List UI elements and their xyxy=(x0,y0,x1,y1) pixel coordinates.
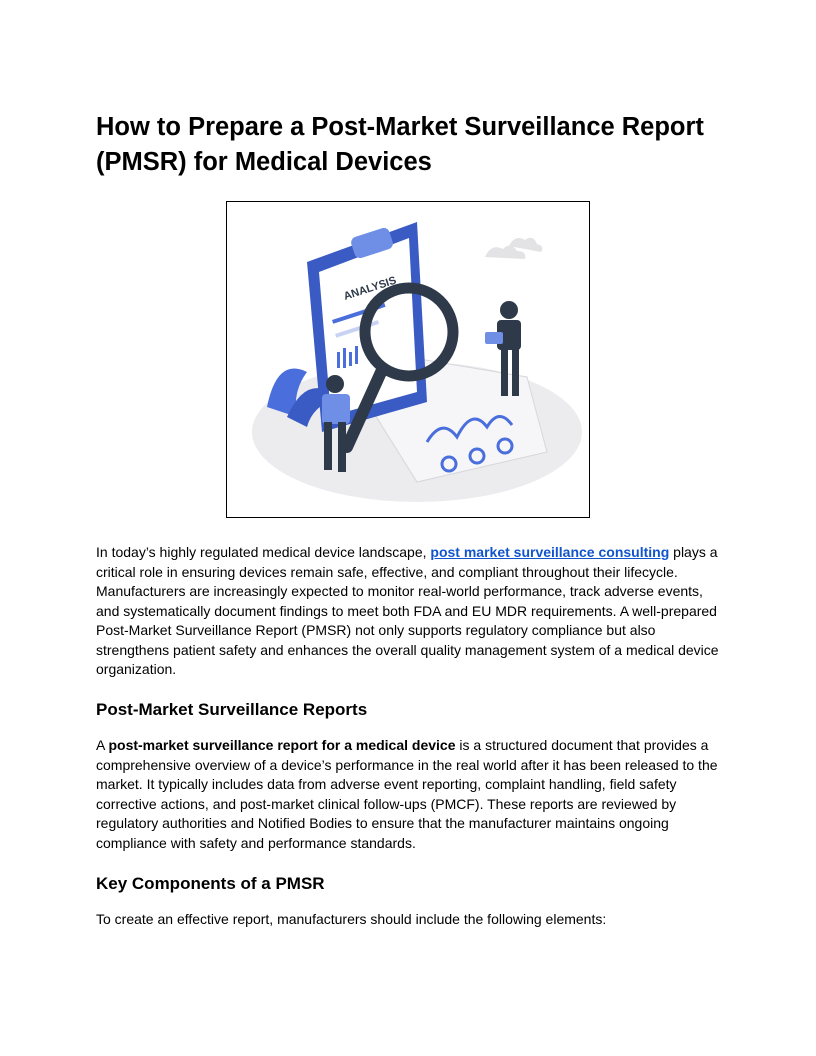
reports-text-start: A xyxy=(96,737,109,753)
section-heading-reports: Post-Market Surveillance Reports xyxy=(96,700,368,719)
components-paragraph: To create an effective report, manufacturers should include the following elements: xyxy=(96,911,607,927)
reports-text-end: is a structured document that provides a comprehensive overview of a device’s performance in the real world after it has been released to the market. It typically includes data from adverse event reporting, complaint handling, field safety corrective actions, and post-market clinical follow-ups (PMCF). These reports are reviewed by regulatory authorities and Notified Bodies to ensure that the manufacturer maintains ongoing compliance with safety and performance standards. xyxy=(96,737,718,851)
analysis-illustration xyxy=(226,201,590,518)
illustration-label: ANALYSIS xyxy=(342,274,398,303)
intro-text-end: plays a critical role in ensuring devices remain safe, effective, and compliant throughout their lifecycle. Manufacturers are increasingly expected to monitor real-world performance, track adverse events, and systematically document findings to meet both FDA and EU MDR requirements. A well-prepared Post-Market Surveillance Report (PMSR) not only supports regulatory compliance but also strengthens patient safety and enhances the overall quality management system of a medical device organization. xyxy=(96,544,719,677)
page-title: How to Prepare a Post-Market Surveillance Report (PMSR) for Medical Devices xyxy=(96,113,704,176)
analysis-clipboard-magnifier-icon xyxy=(227,202,589,517)
section-heading-components: Key Components of a PMSR xyxy=(96,874,325,893)
post-market-surveillance-consulting-link[interactable]: post market surveillance consulting xyxy=(430,544,670,560)
intro-paragraph xyxy=(96,543,720,680)
reports-paragraph xyxy=(96,736,720,853)
intro-text-start: In today’s highly regulated medical device landscape, xyxy=(96,544,431,560)
reports-bold-term: post-market surveillance report for a medical device xyxy=(108,737,456,753)
